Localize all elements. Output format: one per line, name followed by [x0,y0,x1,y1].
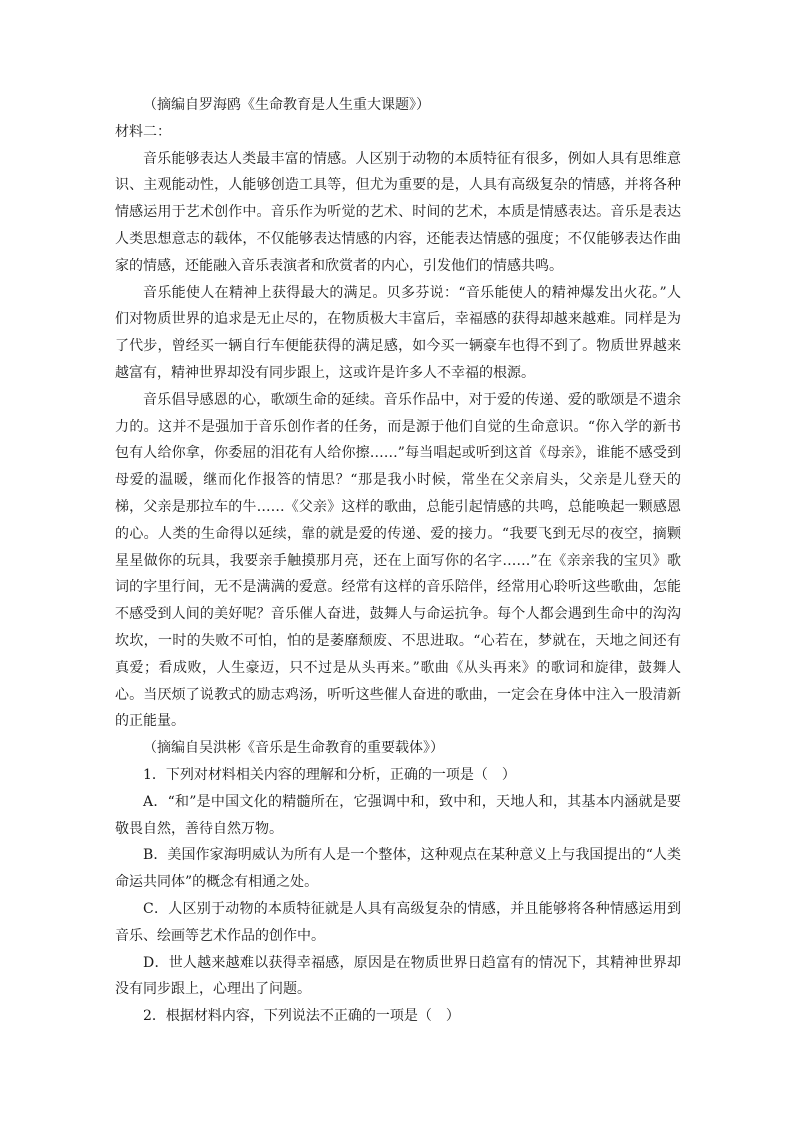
option-c: C．人区别于动物的本质特征就是人具有高级复杂的情感，并且能够将各种情感运用到音乐、绘画等艺术作品的创作中。 [115,900,681,944]
option-a: A．“和”是中国文化的精髓所在，它强调中和，致中和，天地人和，其基本内涵就是要敬畏自然，善待自然万物。 [115,793,681,837]
material-heading: 材料二： [115,123,171,140]
source-citation-2: （摘编自吴洪彬《音乐是生命教育的重要载体》） [143,740,444,757]
option-b: B．美国作家海明威认为所有人是一个整体，这种观点在某种意义上与我国提出的“人类命运共同体”的概念有相通之处。 [115,847,681,891]
source-citation-1: （摘编自罗海鸥《生命教育是人生重大课题》） [143,97,430,113]
document-page [115,92,681,1030]
question-1: 1．下列对材料相关内容的理解和分析，正确的一项是（ ） [143,766,516,783]
option-d: D．世人越来越难以获得幸福感，原因是在物质世界日趋富有的情况下，其精神世界却没有同步跟上，心理出了问题。 [115,954,681,998]
question-2: 2．根据材料内容，下列说法不正确的一项是（ ） [143,1008,460,1025]
paragraph-1: 音乐能够表达人类最丰富的情感。人区别于动物的本质特征有很多，例如人具有思维意识、主观能动性，人能够创造工具等，但尤为重要的是，人具有高级复杂的情感，并将各种情感运用于艺术创作中。音乐作为听觉的艺术、时间的艺术，本质是情感表达。音乐是表达人类思想意志的载体，不仅能够表达情感的内容，还能表达情感的强度；不仅能够表达作曲家的情感，还能融入音乐表演者和欣赏者的内心，引发他们的情感共鸣。 [115,150,681,274]
paragraph-2: 音乐能使人在精神上获得最大的满足。贝多芬说：“音乐能使人的精神爆发出火花。”人们对物质世界的追求是无止尽的，在物质极大丰富后，幸福感的获得却越来越难。同样是为了代步，曾经买一辆自行车便能获得的满足感，如今买一辆豪车也得不到了。物质世界越来越富有，精神世界却没有同步跟上，这或许是许多人不幸福的根源。 [115,284,681,381]
paragraph-3: 音乐倡导感恩的心，歌颂生命的延续。音乐作品中，对于爱的传递、爱的歌颂是不遗余力的。这并不是强加于音乐创作者的任务，而是源于他们自觉的生命意识。“你入学的新书包有人给你拿，你委屈的泪花有人给你擦……”每当唱起或听到这首《母亲》，谁能不感受到母爱的温暖，继而化作报答的情思？“那是我小时候，常坐在父亲肩头，父亲是儿登天的梯，父亲是那拉车的牛……《父亲》这样的歌曲，总能引起情感的共鸣，总能唤起一颗感恩的心。人类的生命得以延续，靠的就是爱的传递、爱的接力。“我要飞到无尽的夜空，摘颗星星做你的玩具，我要亲手触摸那月亮，还在上面写你的名字……”在《亲亲我的宝贝》歌词的字里行间，无不是满满的爱意。经常有这样的音乐陪伴，经常用心聆听这些歌曲，怎能不感受到人间的美好呢？音乐催人奋进，鼓舞人与命运抗争。每个人都会遇到生命中的沟沟坎坎，一时的失败不可怕，怕的是萎靡颓废、不思进取。“心若在，梦就在，天地之间还有真爱；看成败，人生豪迈，只不过是从头再来。”歌曲《从头再来》的歌词和旋律，鼓舞人心。当厌烦了说教式的励志鸡汤，听听这些催人奋进的歌曲，一定会在身体中注入一股清新的正能量。 [115,391,681,730]
